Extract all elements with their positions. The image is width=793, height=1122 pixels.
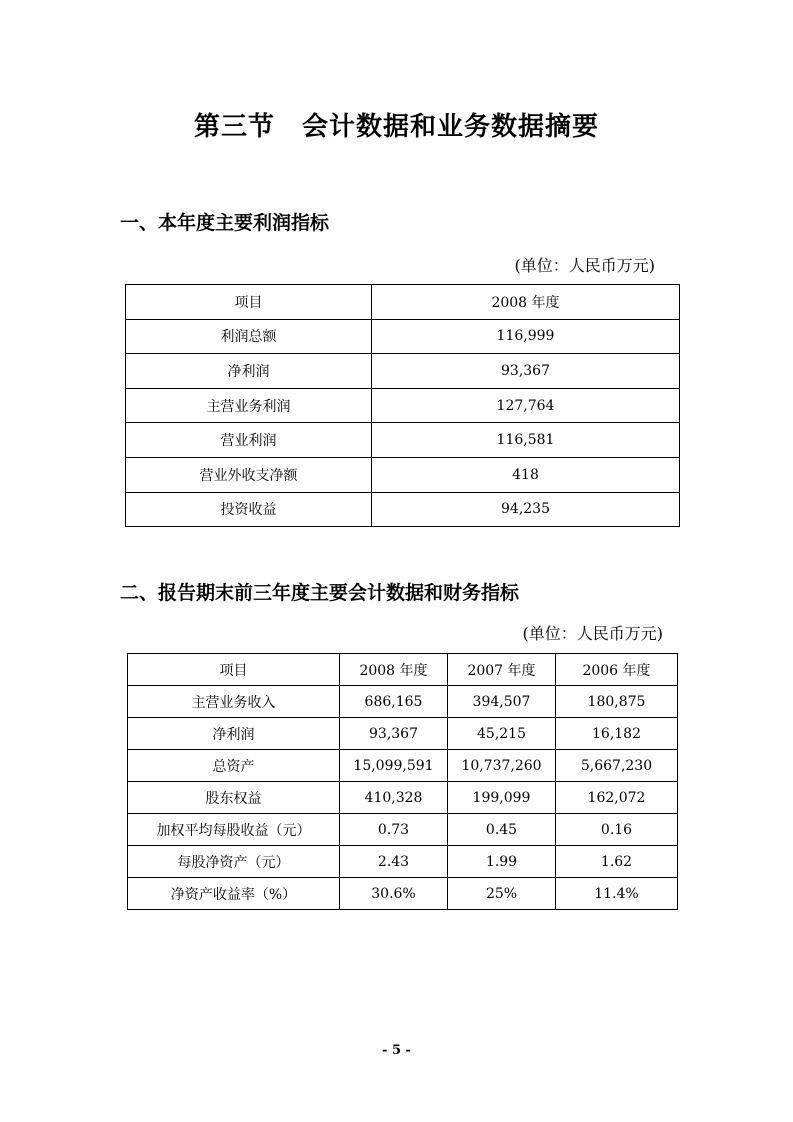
row-value: 25% [448,878,556,910]
row-label: 净资产收益率（%） [128,878,340,910]
row-value: 45,215 [448,718,556,750]
table-row [128,782,678,814]
row-value: 410,328 [340,782,448,814]
section1-heading: 一、本年度主要利润指标 [120,212,330,234]
table-row [128,686,678,718]
section2-heading: 二、报告期末前三年度主要会计数据和财务指标 [120,582,520,604]
row-label: 加权平均每股收益（元） [128,814,340,846]
row-value: 30.6% [340,878,448,910]
row-value: 15,099,591 [340,750,448,782]
row-label: 总资产 [128,750,340,782]
row-label: 营业外收支净额 [126,457,372,492]
row-value: 0.73 [340,814,448,846]
row-value: 199,099 [448,782,556,814]
row-value: 394,507 [448,686,556,718]
row-label: 利润总额 [126,319,372,354]
row-label: 营业利润 [126,423,372,458]
table-row [126,354,680,389]
accounting-data-table [127,653,678,910]
table-header-row [126,285,680,320]
page-number: - 5 - [382,1043,411,1058]
row-value: 418 [372,457,680,492]
header-cell: 2007 年度 [448,654,556,686]
header-cell: 2006 年度 [556,654,678,686]
header-cell: 2008 年度 [372,285,680,320]
row-value: 10,737,260 [448,750,556,782]
row-value: 0.16 [556,814,678,846]
table-row [128,878,678,910]
header-cell: 项目 [126,285,372,320]
row-value: 11.4% [556,878,678,910]
row-value: 93,367 [372,354,680,389]
table-row [126,492,680,527]
section1-unit: (单位：人民币万元) [514,256,655,275]
row-value: 127,764 [372,388,680,423]
page-title: 第三节 会计数据和业务数据摘要 [193,112,599,142]
row-value: 180,875 [556,686,678,718]
row-value: 94,235 [372,492,680,527]
row-value: 2.43 [340,846,448,878]
header-cell: 2008 年度 [340,654,448,686]
row-label: 投资收益 [126,492,372,527]
row-value: 5,667,230 [556,750,678,782]
row-value: 1.62 [556,846,678,878]
profit-indicators-table [125,284,680,527]
row-value: 116,581 [372,423,680,458]
row-label: 净利润 [128,718,340,750]
row-value: 16,182 [556,718,678,750]
table-row [128,718,678,750]
table-header-row [128,654,678,686]
table-row [128,814,678,846]
row-label: 净利润 [126,354,372,389]
row-label: 每股净资产（元） [128,846,340,878]
row-value: 0.45 [448,814,556,846]
section2-unit: (单位：人民币万元) [522,624,663,643]
header-cell: 项目 [128,654,340,686]
table-row [126,423,680,458]
table-row [126,388,680,423]
row-value: 686,165 [340,686,448,718]
row-value: 116,999 [372,319,680,354]
table-row [128,750,678,782]
table-row [126,319,680,354]
row-label: 股东权益 [128,782,340,814]
row-label: 主营业务收入 [128,686,340,718]
row-value: 93,367 [340,718,448,750]
row-value: 162,072 [556,782,678,814]
row-label: 主营业务利润 [126,388,372,423]
table-row [128,846,678,878]
row-value: 1.99 [448,846,556,878]
table-row [126,457,680,492]
